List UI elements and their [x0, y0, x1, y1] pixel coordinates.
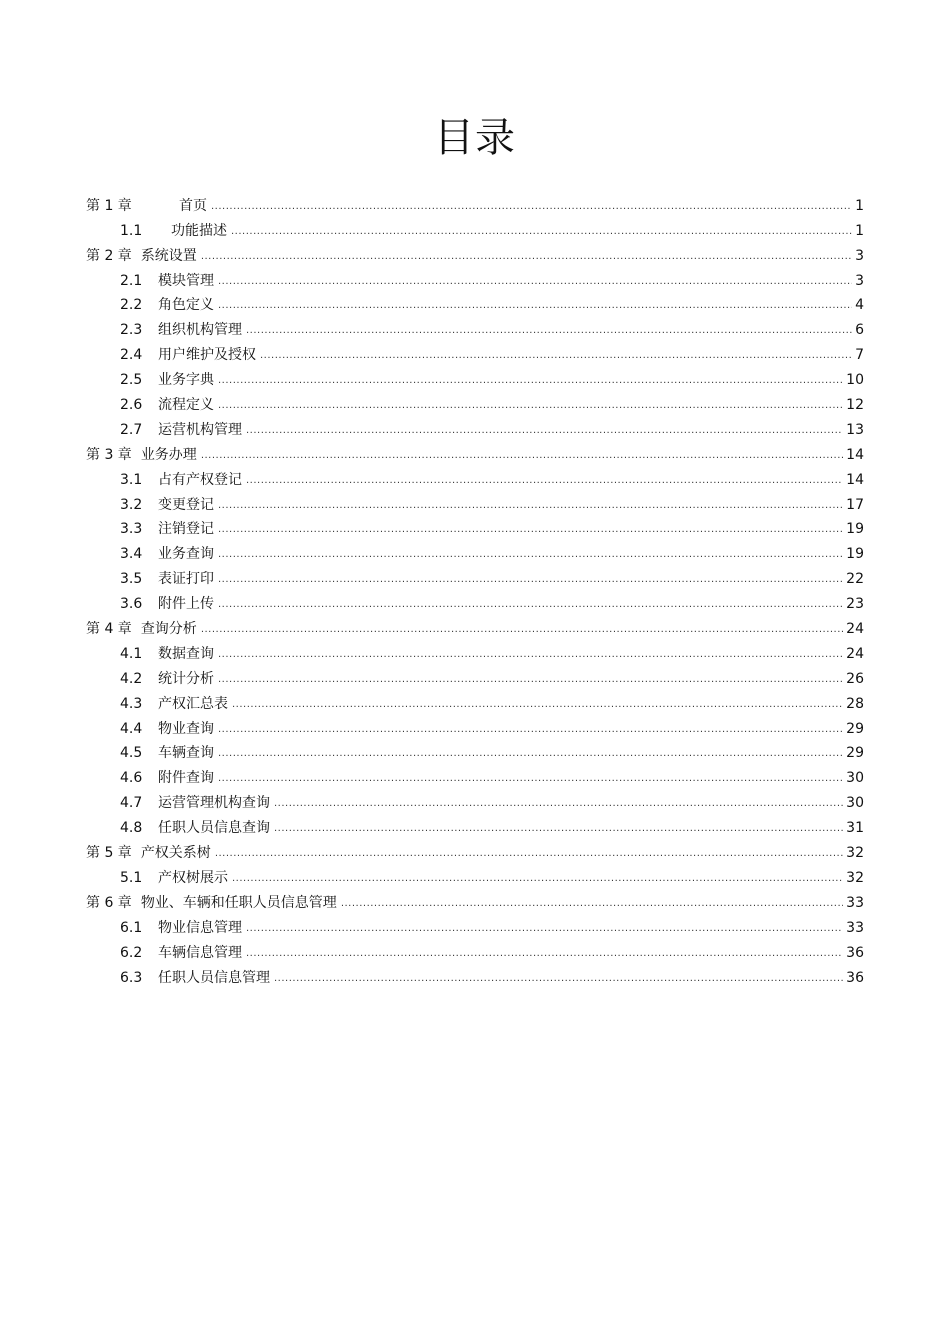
toc-entry[interactable] [86, 862, 864, 887]
toc-number: 3.6 [120, 596, 143, 613]
toc-page: 10 [846, 372, 864, 389]
toc-number: 6.1 [120, 919, 143, 936]
toc-page: 30 [846, 795, 864, 812]
toc-label: 系统设置 [140, 247, 197, 264]
toc-entry[interactable] [86, 762, 864, 787]
toc-number: 第 5 章 [86, 845, 132, 862]
toc-number: 4.3 [120, 695, 143, 712]
toc-leader [201, 451, 843, 461]
toc-page: 1 [855, 197, 864, 214]
page-title: 目录 [434, 115, 516, 161]
toc-page: 7 [855, 347, 864, 364]
toc-number: 2.2 [120, 297, 143, 314]
toc-leader [274, 974, 843, 984]
toc-entry[interactable] [86, 215, 864, 240]
toc-leader [218, 675, 843, 685]
table-of-contents [86, 190, 864, 987]
toc-leader [218, 650, 843, 660]
toc-entry[interactable] [86, 937, 864, 962]
toc-entry[interactable] [86, 538, 864, 563]
toc-label: 附件查询 [158, 770, 214, 787]
toc-number: 3.4 [120, 546, 143, 563]
toc-entry[interactable] [86, 439, 864, 464]
toc-entry[interactable] [86, 663, 864, 688]
toc-number: 2.6 [120, 397, 143, 414]
toc-label: 注销登记 [158, 521, 214, 538]
toc-entry[interactable] [86, 240, 864, 265]
toc-entry[interactable] [86, 265, 864, 290]
toc-page: 24 [846, 645, 864, 662]
toc-page: 17 [846, 496, 864, 513]
toc-leader [218, 401, 843, 411]
toc-entry[interactable] [86, 489, 864, 514]
toc-label: 首页 [179, 197, 207, 214]
toc-page: 33 [846, 919, 864, 936]
toc-label: 产权汇总表 [158, 695, 228, 712]
toc-label: 业务办理 [140, 446, 197, 463]
toc-entry[interactable] [86, 613, 864, 638]
toc-leader [341, 899, 843, 909]
toc-entry[interactable] [86, 837, 864, 862]
toc-label: 角色定义 [158, 297, 214, 314]
toc-label: 产权关系树 [140, 845, 211, 862]
toc-leader [218, 749, 843, 759]
toc-number: 6.2 [120, 944, 143, 961]
toc-number: 2.7 [120, 421, 143, 438]
toc-entry[interactable] [86, 812, 864, 837]
toc-label: 表证打印 [158, 571, 214, 588]
toc-leader [218, 550, 843, 560]
toc-leader [232, 700, 843, 710]
toc-number: 3.3 [120, 521, 143, 538]
toc-leader [246, 426, 843, 436]
toc-page: 36 [846, 944, 864, 961]
toc-page: 3 [855, 247, 864, 264]
toc-leader [246, 476, 843, 486]
toc-page: 6 [855, 322, 864, 339]
toc-leader [201, 625, 843, 635]
toc-number: 3.1 [120, 471, 143, 488]
toc-label: 功能描述 [171, 222, 227, 239]
toc-label: 任职人员信息管理 [158, 969, 270, 986]
toc-leader [218, 277, 852, 287]
toc-label: 数据查询 [158, 645, 214, 662]
toc-entry[interactable] [86, 414, 864, 439]
toc-label: 用户维护及授权 [158, 347, 256, 364]
toc-leader [232, 874, 843, 884]
toc-leader [218, 725, 843, 735]
toc-entry[interactable] [86, 688, 864, 713]
toc-leader [246, 949, 843, 959]
toc-entry[interactable] [86, 290, 864, 315]
toc-entry[interactable] [86, 563, 864, 588]
toc-entry[interactable] [86, 713, 864, 738]
toc-entry[interactable] [86, 389, 864, 414]
toc-label: 业务查询 [158, 546, 214, 563]
toc-page: 13 [846, 421, 864, 438]
toc-leader [218, 301, 852, 311]
toc-entry[interactable] [86, 787, 864, 812]
toc-label: 运营机构管理 [158, 421, 242, 438]
toc-page: 26 [846, 670, 864, 687]
toc-label: 查询分析 [140, 621, 197, 638]
toc-label: 统计分析 [158, 670, 214, 687]
toc-page: 22 [846, 571, 864, 588]
toc-entry[interactable] [86, 190, 864, 215]
toc-number: 2.5 [120, 372, 143, 389]
toc-leader [260, 351, 852, 361]
toc-leader [218, 501, 843, 511]
toc-page: 32 [846, 845, 864, 862]
toc-page: 14 [846, 471, 864, 488]
toc-entry[interactable] [86, 638, 864, 663]
toc-label: 物业、车辆和任职人员信息管理 [140, 894, 337, 911]
toc-entry[interactable] [86, 364, 864, 389]
toc-number: 第 6 章 [86, 894, 132, 911]
toc-page: 14 [846, 446, 864, 463]
toc-label: 业务字典 [158, 372, 214, 389]
toc-leader [231, 227, 852, 237]
toc-number: 4.4 [120, 720, 143, 737]
toc-number: 5.1 [120, 869, 143, 886]
toc-entry[interactable] [86, 464, 864, 489]
toc-page: 31 [846, 820, 864, 837]
toc-number: 第 2 章 [86, 247, 132, 264]
toc-entry[interactable] [86, 887, 864, 912]
toc-label: 组织机构管理 [158, 322, 242, 339]
toc-number: 4.5 [120, 745, 143, 762]
toc-page: 4 [855, 297, 864, 314]
toc-page: 29 [846, 745, 864, 762]
toc-number: 第 3 章 [86, 446, 132, 463]
toc-page: 19 [846, 521, 864, 538]
toc-label: 占有产权登记 [158, 471, 242, 488]
toc-entry[interactable] [86, 314, 864, 339]
toc-number: 4.7 [120, 795, 143, 812]
toc-page: 1 [855, 222, 864, 239]
toc-number: 4.8 [120, 820, 143, 837]
toc-leader [246, 326, 852, 336]
toc-number: 2.3 [120, 322, 143, 339]
toc-label: 运营管理机构查询 [158, 795, 270, 812]
toc-page: 24 [846, 621, 864, 638]
toc-leader [218, 575, 843, 585]
toc-entry[interactable] [86, 962, 864, 987]
toc-leader [211, 202, 852, 212]
toc-number: 4.6 [120, 770, 143, 787]
toc-number: 4.2 [120, 670, 143, 687]
toc-entry[interactable] [86, 912, 864, 937]
toc-number: 2.1 [120, 272, 143, 289]
toc-label: 产权树展示 [158, 869, 228, 886]
toc-entry[interactable] [86, 514, 864, 539]
toc-number: 3.5 [120, 571, 143, 588]
toc-number: 6.3 [120, 969, 143, 986]
toc-label: 流程定义 [158, 397, 214, 414]
toc-label: 物业信息管理 [158, 919, 242, 936]
toc-page: 36 [846, 969, 864, 986]
toc-leader [218, 376, 843, 386]
toc-label: 附件上传 [158, 596, 214, 613]
toc-leader [274, 799, 843, 809]
toc-leader [218, 525, 843, 535]
toc-entry[interactable] [86, 738, 864, 763]
toc-number: 2.4 [120, 347, 143, 364]
toc-page: 29 [846, 720, 864, 737]
toc-page: 19 [846, 546, 864, 563]
toc-leader [246, 924, 843, 934]
toc-label: 任职人员信息查询 [158, 820, 270, 837]
toc-number: 第 1 章 [86, 197, 132, 214]
toc-leader [215, 849, 843, 859]
toc-leader [274, 824, 843, 834]
toc-label: 车辆信息管理 [158, 944, 242, 961]
toc-page: 3 [855, 272, 864, 289]
toc-leader [218, 600, 843, 610]
toc-leader [201, 252, 852, 262]
toc-page: 28 [846, 695, 864, 712]
toc-number: 1.1 [120, 222, 143, 239]
toc-number: 3.2 [120, 496, 143, 513]
toc-page: 12 [846, 397, 864, 414]
toc-number: 4.1 [120, 645, 143, 662]
toc-label: 变更登记 [158, 496, 214, 513]
toc-leader [218, 774, 843, 784]
toc-number: 第 4 章 [86, 621, 132, 638]
toc-label: 车辆查询 [158, 745, 214, 762]
toc-label: 物业查询 [158, 720, 214, 737]
toc-page: 30 [846, 770, 864, 787]
toc-page: 32 [846, 869, 864, 886]
toc-entry[interactable] [86, 588, 864, 613]
toc-label: 模块管理 [158, 272, 214, 289]
toc-page: 23 [846, 596, 864, 613]
toc-entry[interactable] [86, 339, 864, 364]
toc-page: 33 [846, 894, 864, 911]
